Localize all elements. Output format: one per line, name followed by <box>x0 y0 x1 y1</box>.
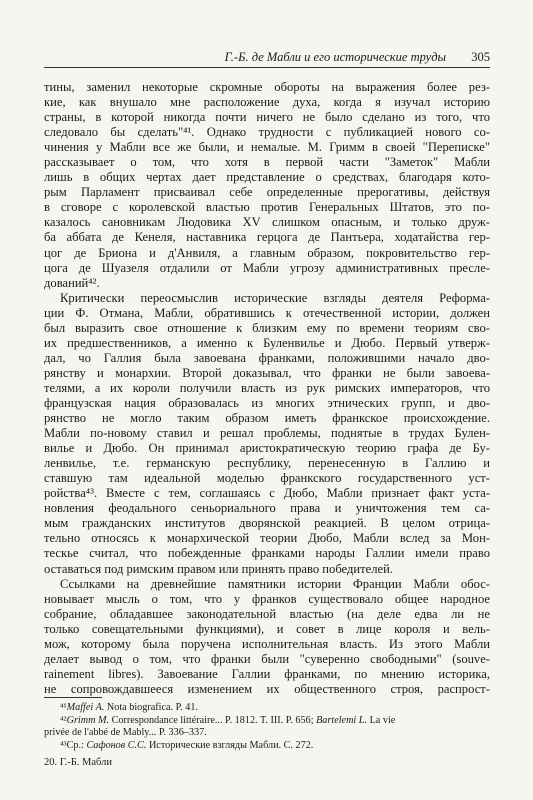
text-line: ставшую там идеальной моделью франкского государственного уст- <box>44 471 490 486</box>
footnote-mark: ⁴² <box>60 714 67 726</box>
footnote-42-cont <box>44 727 490 740</box>
text-line: только совещательными функциями), и совет в лице короля и вель- <box>44 621 490 636</box>
text-line: дований⁴². <box>44 275 100 290</box>
footnote-text: La vie <box>367 714 396 726</box>
footnote-author: Maffei A. <box>66 702 105 713</box>
text-line: их предшественников, а именно к Буленвилье и Дюбо. Первый утверж- <box>44 335 490 350</box>
text-line: ройства⁴³. Вместе с тем, соглашаясь с Дюбо, Мабли признает факт уста- <box>44 486 490 501</box>
text-line: вилье и Дюбо. Он принимал аристократическую теорию графа де Бу- <box>44 441 490 456</box>
running-title: Г.-Б. де Мабли и его исторические труды <box>224 50 446 64</box>
text-line: в сговоре с королевской властью против Генеральных Штатов, это по- <box>44 200 490 215</box>
text-line: рянству и монархии. Второй доказывал, что франки не были завоева- <box>44 365 490 380</box>
footnote-mark: ⁴¹ <box>60 702 67 713</box>
text-line: телями, а их короли получили власть из рук римских императоров, что <box>44 380 490 395</box>
footnote-text: privée de l'abbé de Mably... P. 336–337. <box>44 727 207 739</box>
footnote-41 <box>44 702 490 715</box>
footnote-text: Correspondance littéraire... P. 1812. T. III. P. 656; <box>109 714 317 726</box>
footnotes <box>44 702 490 752</box>
text-line: чинения у Мабли все же были, и немалые. М. Гримм в своей "Переписке" <box>44 140 490 155</box>
text-line: rainement libres). Завоевание Галлии франками, по мнению историка, <box>44 666 490 681</box>
text-line: новывает мысль о том, что у франков существовало общее народное <box>44 591 490 606</box>
footnote-author: Bartelemi L. <box>316 714 368 726</box>
footnote-43 <box>44 740 490 753</box>
text-line: французская нация образовалась из многих этнических групп, и дво- <box>44 395 490 410</box>
text-line: тельно относясь к монархической теории Дюбо, Мабли вслед за Мон- <box>44 531 490 546</box>
text-line: мым гражданских институтов дворянской реакцией. В целом отрица- <box>44 516 490 531</box>
footnote-text: Nota biografica. P. 41. <box>104 702 198 713</box>
page-number: 305 <box>471 50 490 64</box>
footnote-mark: ⁴³ <box>60 739 67 751</box>
text-line: дал, чо Галлия была завоевана франками, положившими начало дво- <box>44 350 490 365</box>
running-header <box>44 48 490 68</box>
body-text <box>44 80 490 697</box>
text-line: Ссылками на древнейшие памятники истории Франции Мабли обос- <box>60 576 490 591</box>
text-line: ции Ф. Отмана, Мабли, обратившись к отечественной истории, должен <box>44 305 490 320</box>
footnote-author: Grimm M. <box>66 714 110 726</box>
printer-signature: 20. Г.-Б. Мабли <box>44 757 112 768</box>
text-line: лишь в общих чертах дает представление о средствах, благодаря кото- <box>44 170 490 185</box>
text-line: цог де Бриона и д'Анвиля, а главным образом, покровительство гер- <box>44 245 490 260</box>
text-line: оставаться под римским правом или принять право победителей. <box>44 561 393 576</box>
text-line: тины, заменил некоторые скромные обороты на выражения более рез- <box>44 80 490 94</box>
footnote-rule <box>44 697 102 698</box>
footnote-text: Ср.: <box>66 739 87 751</box>
text-line: ба аббата де Кенеля, наставника герцога де Пантьера, ходатайства гер- <box>44 230 490 245</box>
footnote-text: Исторические взгляды Мабли. С. 272. <box>146 739 314 751</box>
text-line: следовало бы сделать"⁴¹. Однако трудности с публикацией нового со- <box>44 125 490 140</box>
text-line: кие, как внушало мне расположение духа, когда я изучал историю <box>44 95 490 110</box>
text-line: страны, в которой никогда почти ничего не было сделано из того, что <box>44 110 490 125</box>
text-line: Критически переосмыслив исторические взгляды деятеля Реформа- <box>60 290 490 305</box>
text-line: мож, которому была поручена исполнительная власть. Из этого Мабли <box>44 636 490 651</box>
text-line: новления феодального сеньориального права и уничтожения тем са- <box>44 501 490 516</box>
footnote-42 <box>44 715 490 728</box>
footnote-author: Сафонов С.С. <box>86 739 147 751</box>
text-line: Мабли по-новому ставил и решал проблемы, поднятые в трудах Булен- <box>44 426 490 441</box>
text-line: рым Парламент присваивал себе определенные прерогативы, действуя <box>44 185 490 200</box>
text-line: делает вывод о том, что франки были "суверенно свободными" (souve- <box>44 651 490 666</box>
text-line: не сопровождавшееся изменением их общественного строя, распрост- <box>44 681 490 696</box>
text-line: цога де Шуазеля отдалили от Мабли угрозу административных пресле- <box>44 260 490 275</box>
text-line: собрание, обладавшее законодательной властью (на деле едва ли не <box>44 606 490 621</box>
text-line: казалось сановникам Людовика XV слишком опасным, и только друж- <box>44 215 490 230</box>
text-line: рянство не могло таким образом иметь франкское происхождение. <box>44 411 490 426</box>
text-line: ленвилье, т.е. германскую республику, перенесенную в Галлию и <box>44 456 490 471</box>
header-rule <box>44 67 490 68</box>
text-line: был выразить свое отношение к близким ему по времени теориям сво- <box>44 320 490 335</box>
text-line: тескье считал, что побежденные франками народы Галлии имели право <box>44 546 490 561</box>
text-line: рассказывает о том, что хотя в первой части "Заметок" Мабли <box>44 155 490 170</box>
